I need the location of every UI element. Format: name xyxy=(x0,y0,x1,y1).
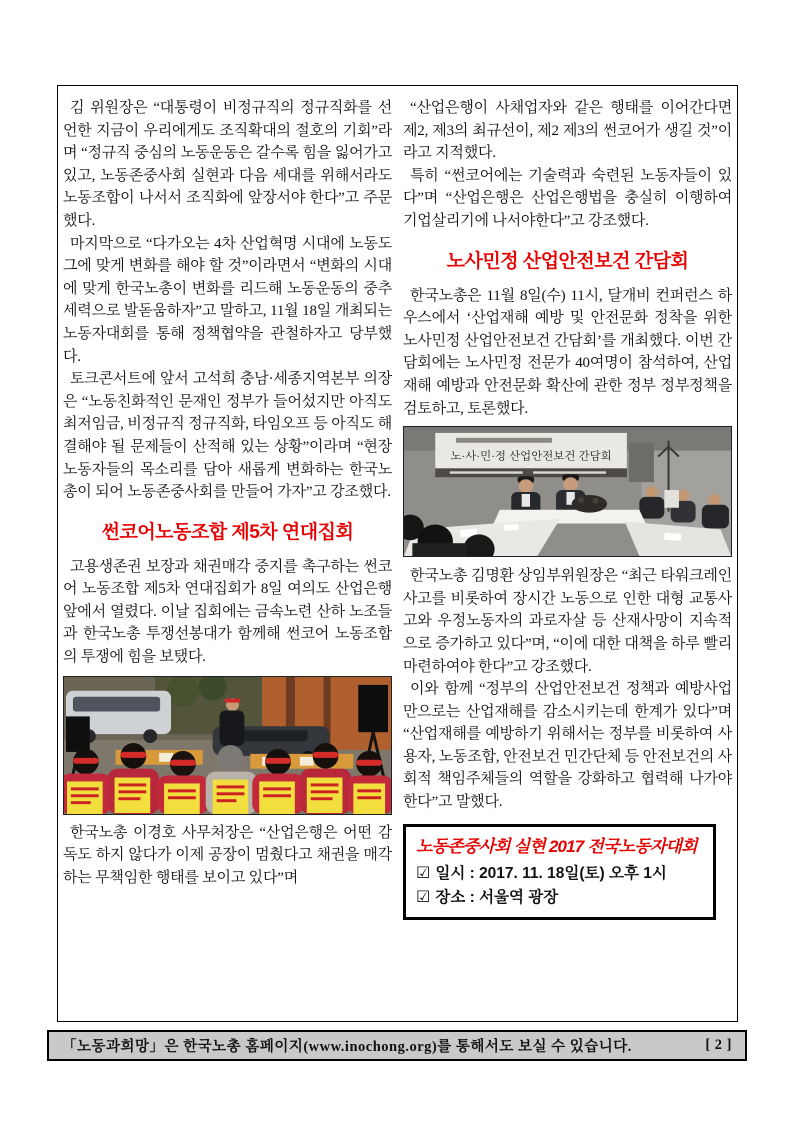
page-frame xyxy=(57,85,738,1022)
footer-text: 「노동과희망」은 한국노총 홈페이지(www.inochong.org)를 통해서도 보실 수 있습니다. xyxy=(62,1039,632,1055)
section-heading-safety-meeting: 노사민정 산업안전보건 간담회 xyxy=(446,250,689,272)
checkbox-icon: ☑ xyxy=(416,888,431,906)
meeting-photo-illustration xyxy=(404,427,731,556)
event-date-line xyxy=(416,862,703,886)
rally-photo-illustration xyxy=(64,677,391,814)
paragraph: 고용생존권 보장과 채권매각 중지를 촉구하는 썬코어 노동조합 제5차 연대집회가 8일 여의도 산업은행 앞에서 열렸다. 이날 집회에는 금속노련 산하 노조들과 한국노총 투쟁선봉대가 함께해 썬코어 노동조합의 투쟁에 힘을 보탰다. xyxy=(63,558,392,666)
paragraph: 한국노총은 11월 8일(수) 11시, 달개비 컨퍼런스 하우스에서 ‘산업재해 예방 및 안전문화 정착을 위한 노사민정 산업안전보건 간담회’를 개최했다. 이번 간담회에는 노사민정 전문가 40여명이 참석하여, 산업재해 예방과 안전문화 확산에 관한 정부 정부정책을 검토하고, 토론했다. xyxy=(403,287,732,417)
paragraph: 한국노총 이경호 사무처장은 “산업은행은 어떤 감독도 하지 않다가 이제 공장이 멈췄다고 채권을 매각하는 무책임한 행태를 보이고 있다”며 xyxy=(63,824,392,886)
footer-bar xyxy=(47,1030,747,1061)
meeting-photo xyxy=(403,426,732,557)
paragraph: 마지막으로 “다가오는 4차 산업혁명 시대에 노동도 그에 맞게 변화를 해야 할 것”이라면서 “변화의 시대에 맞게 한국노총이 변화를 리드해 노동운동의 중추세력으로 발돋움하자”고 말하고, 11월 18일 개최되는 노동자대회를 통해 정책협약을 관철하자고 당부했다. xyxy=(63,235,392,365)
paragraph: 한국노총 김명환 상임부위원장은 “최근 타워크레인 사고를 비롯하여 장시간 노동으로 인한 대형 교통사고와 우정노동자의 과로자살 등 산재사망이 지속적으로 증가하고 있다”며, “이에 대한 대책을 하루 빨리 마련하여야 한다”고 강조했다. xyxy=(403,568,732,675)
event-place-line xyxy=(416,886,703,910)
paragraph: 김 위원장은 “대통령이 비정규직의 정규직화를 선언한 지금이 우리에게도 조직확대의 절호의 기회”라며 “정규직 중심의 노동운동은 갈수록 힘을 잃어가고 있고, 노동존중사회 실현과 다음 세대를 위해서라도 노동조합이 나서서 조직화에 앞장서야 한다”고 주문했다. xyxy=(63,100,392,229)
event-title: 노동존중사회 실현 2017 전국노동자대회 xyxy=(416,836,697,856)
left-column xyxy=(63,97,392,1021)
checkbox-icon: ☑ xyxy=(416,864,431,882)
meeting-banner xyxy=(435,433,627,477)
event-date-text: 일시 : 2017. 11. 18일(토) 오후 1시 xyxy=(435,864,667,882)
paragraph: 특히 “썬코어에는 기술력과 숙련된 노동자들이 있다”며 “산업은행은 산업은행법을 충실히 이행하여 기업살리기에 나서야한다”고 강조했다. xyxy=(403,167,732,229)
banner-text: 노·사·민·정 산업안전보건 간담회 xyxy=(450,450,612,463)
rally-photo xyxy=(63,676,392,815)
event-place-text: 장소 : 서울역 광장 xyxy=(435,888,559,906)
paragraph: 토크콘서트에 앞서 고석희 충남·세종지역본부 의장은 “노동친화적인 문재인 정부가 들어섰지만 아직도 최저임금, 비정규직 정규직화, 타임오프 등 아직도 해결해야 될 문제들이 산적해 있는 상황”이라며 “현장 노동자들의 목소리를 담아 새롭게 변화하는 한국노총이 되어 노동존중사회를 만들어 가자”고 강조했다. xyxy=(63,371,392,501)
page-number: [ 2 ] xyxy=(705,1037,732,1053)
section-heading-suncore-rally: 썬코어노동조합 제5차 연대집회 xyxy=(101,521,354,543)
paragraph: 이와 함께 “정부의 산업안전보건 정책과 예방사업만으로는 산업재해를 감소시키는데 한계가 있다”며 “산업재해를 예방하기 위해서는 정부를 비롯하여 사용자, 노동조합, 안전보건 민간단체 등 안전보건의 사회적 책임주체들의 역할을 강화하고 협력해 나가야 한다”고 말했다. xyxy=(403,681,732,811)
paragraph: “산업은행이 사채업자와 같은 행태를 이어간다면 제2, 제3의 최규선이, 제2 제3의 썬코어가 생길 것”이라고 지적했다. xyxy=(403,100,732,162)
event-notice-box xyxy=(403,824,716,920)
right-column xyxy=(403,97,732,1021)
flower-centerpiece xyxy=(572,495,607,513)
